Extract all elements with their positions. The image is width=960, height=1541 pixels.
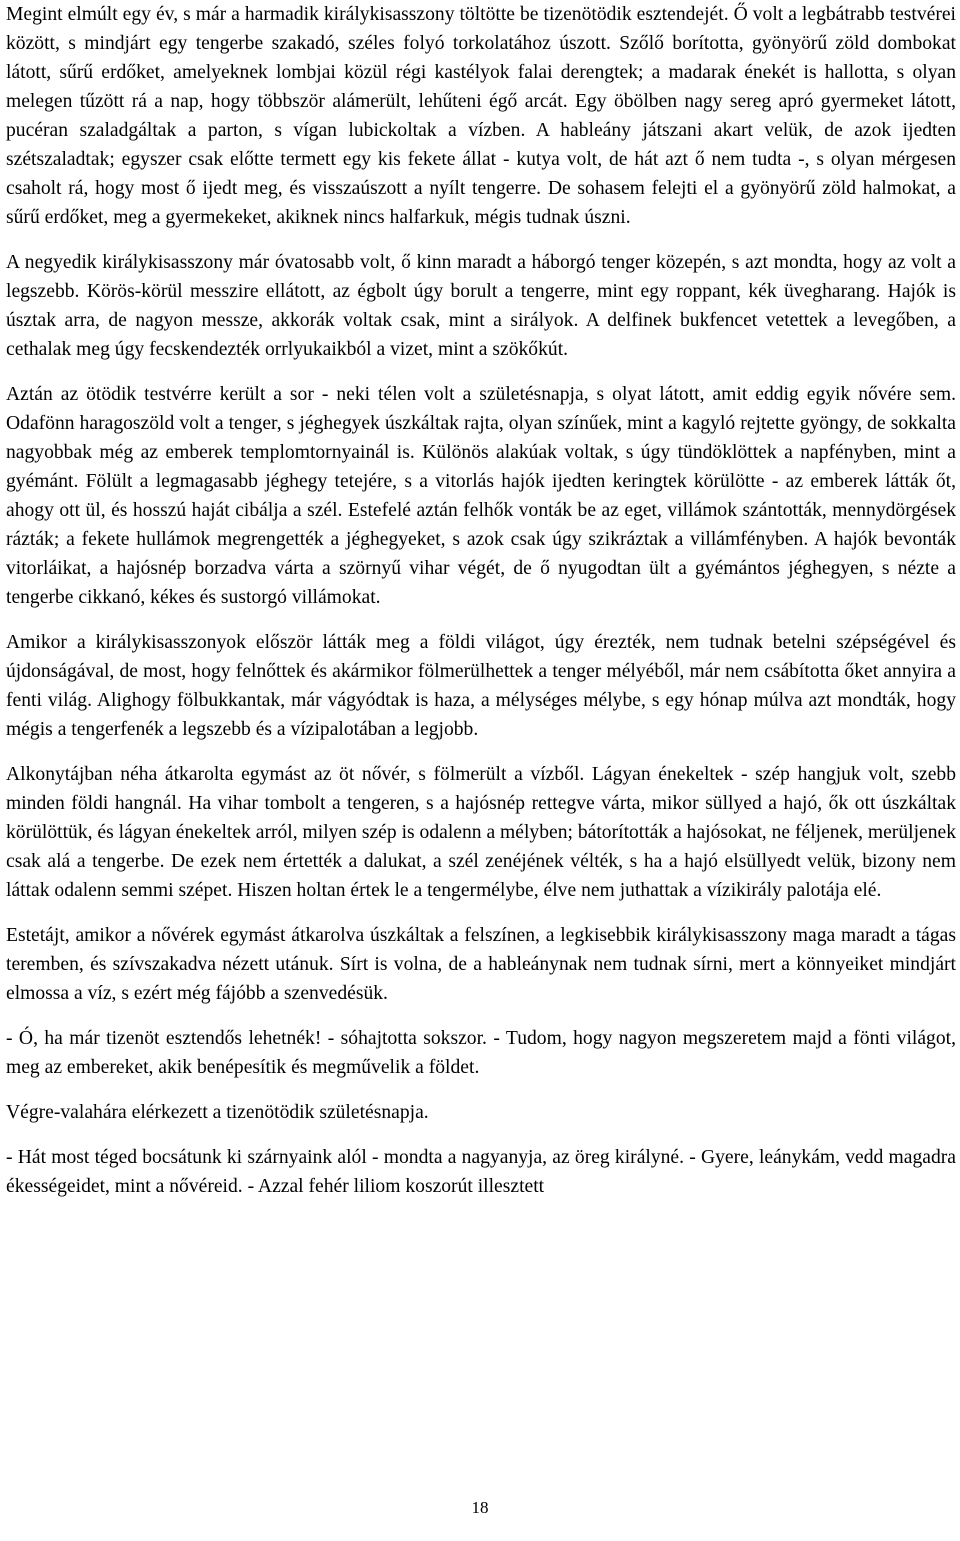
document-page (6, 0, 956, 1217)
paragraph-3: Aztán az ötödik testvérre került a sor - neki télen volt a születésnapja, s olyat látott, amit eddig egyik nővére sem. Odafönn haragoszöld volt a tenger, s jéghegyek úszkáltak rajta, olyan színűek, mint a kagyló rejtette gyöngy, de sokkalta nagyobbak még az emberek templomtornyainál is. Különös alakúak voltak, s úgy tündöklöttek a napfényben, mint a gyémánt. Fölült a legmagasabb jéghegy tetejére, s a vitorlás hajók ijedten keringtek körülötte - az emberek látták őt, ahogy ott ül, és hosszú haját cibálja a szél. Estefelé aztán felhők vonták be az eget, villámok szántották, mennydörgések rázták; a fekete hullámok megrengették a jéghegyeket, s azok csak úgy szikráztak a villámfényben. A hajók bevonták vitorláikat, a hajósnép borzadva várta a szörnyű vihar végét, de ő nyugodtan ült a gyémántos jéghegyen, s nézte a tengerbe cikkanó, kékes és sustorgó villámokat. (6, 384, 956, 608)
paragraph-5: Alkonytájban néha átkarolta egymást az öt nővér, s fölmerült a vízből. Lágyan énekeltek - szép hangjuk volt, szebb minden földi hangnál. Ha vihar tombolt a tengeren, s a hajósnép rettegve várta, mikor süllyed a hajó, ők ott úszkáltak körülöttük, és lágyan énekeltek arról, milyen szép is odalenn a mélyben; bátorították a hajósokat, ne féljenek, merüljenek csak alá a tengerbe. De ezek nem értették a dalukat, a szél zenéjének vélték, s ha a hajó elsüllyedt velük, bizony nem láttak odalenn semmi szépet. Hiszen holtan értek le a tengermélybe, élve nem juthattak a vízikirály palotája elé. (6, 764, 956, 901)
paragraph-1: Megint elmúlt egy év, s már a harmadik királykisasszony töltötte be tizenötödik esztendejét. Ő volt a legbátrabb testvérei között, s mindjárt egy tengerbe szakadó, széles folyó torkolatához úszott. Szőlő borította, gyönyörű zöld dombokat látott, sűrű erdőket, amelyeknek lombjai közül régi kastélyok falai derengtek; a madarak énekét is hallotta, s olyan melegen tűzött rá a nap, hogy többször alámerült, lehűteni égő arcát. Egy öbölben nagy sereg apró gyermeket látott, pucéran szaladgáltak a parton, s vígan lubickoltak a vízben. A hableány játszani akart velük, de azok ijedten szétszaladtak; egyszer csak előtte termett egy kis fekete állat - kutya volt, de hát azt ő nem tudta -, s olyan mérgesen csaholt rá, hogy most ő ijedt meg, és visszaúszott a nyílt tengerre. De sohasem felejti el a gyönyörű zöld halmokat, a sűrű erdőket, meg a gyermekeket, akiknek nincs halfarkuk, mégis tudnak úszni. (6, 4, 956, 228)
paragraph-7: - Ó, ha már tizenöt esztendős lehetnék! - sóhajtotta sokszor. - Tudom, hogy nagyon megszeretem majd a fönti világot, meg az embereket, akik benépesítik és megművelik a földet. (6, 1028, 956, 1078)
paragraph-9: - Hát most téged bocsátunk ki szárnyaink alól - mondta a nagyanyja, az öreg királyné. - Gyere, leánykám, vedd magadra ékességeidet, mint a nővéreid. - Azzal fehér liliom koszorút illesztett (6, 1147, 956, 1197)
paragraph-4: Amikor a királykisasszonyok először látták meg a földi világot, úgy érezték, nem tudnak betelni szépségével és újdonságával, de most, hogy felnőttek és akármikor fölmerülhettek a tenger mélyéből, már nem csábította őket annyira a fenti világ. Alighogy fölbukkantak, már vágyódtak is haza, a mélységes mélybe, s egy hónap múlva azt mondták, hogy mégis a tengerfenék a legszebb és a vízipalotában a legjobb. (6, 632, 956, 740)
paragraph-2: A negyedik királykisasszony már óvatosabb volt, ő kinn maradt a háborgó tenger közepén, s azt mondta, hogy az volt a legszebb. Körös-körül messzire ellátott, az égbolt úgy borult a tengerre, mint egy roppant, kék üvegharang. Hajók is úsztak arra, de nagyon messze, akkorák voltak csak, mint a sirályok. A delfinek bukfencet vetettek a levegőben, a cethalak meg úgy fecskendezték orrlyukaikból a vizet, mint a szökőkút. (6, 252, 956, 360)
paragraph-8: Végre-valahára elérkezett a tizenötödik születésnapja. (6, 1102, 429, 1123)
page-number: 18 (471, 1498, 489, 1517)
paragraph-6: Estetájt, amikor a nővérek egymást átkarolva úszkáltak a felszínen, a legkisebbik királykisasszony maga maradt a tágas teremben, és szívszakadva nézett utánuk. Sírt is volna, de a hableánynak nem tudnak sírni, mert a könnyeiket mindjárt elmossa a víz, s ezért még fájóbb a szenvedésük. (6, 925, 956, 1004)
